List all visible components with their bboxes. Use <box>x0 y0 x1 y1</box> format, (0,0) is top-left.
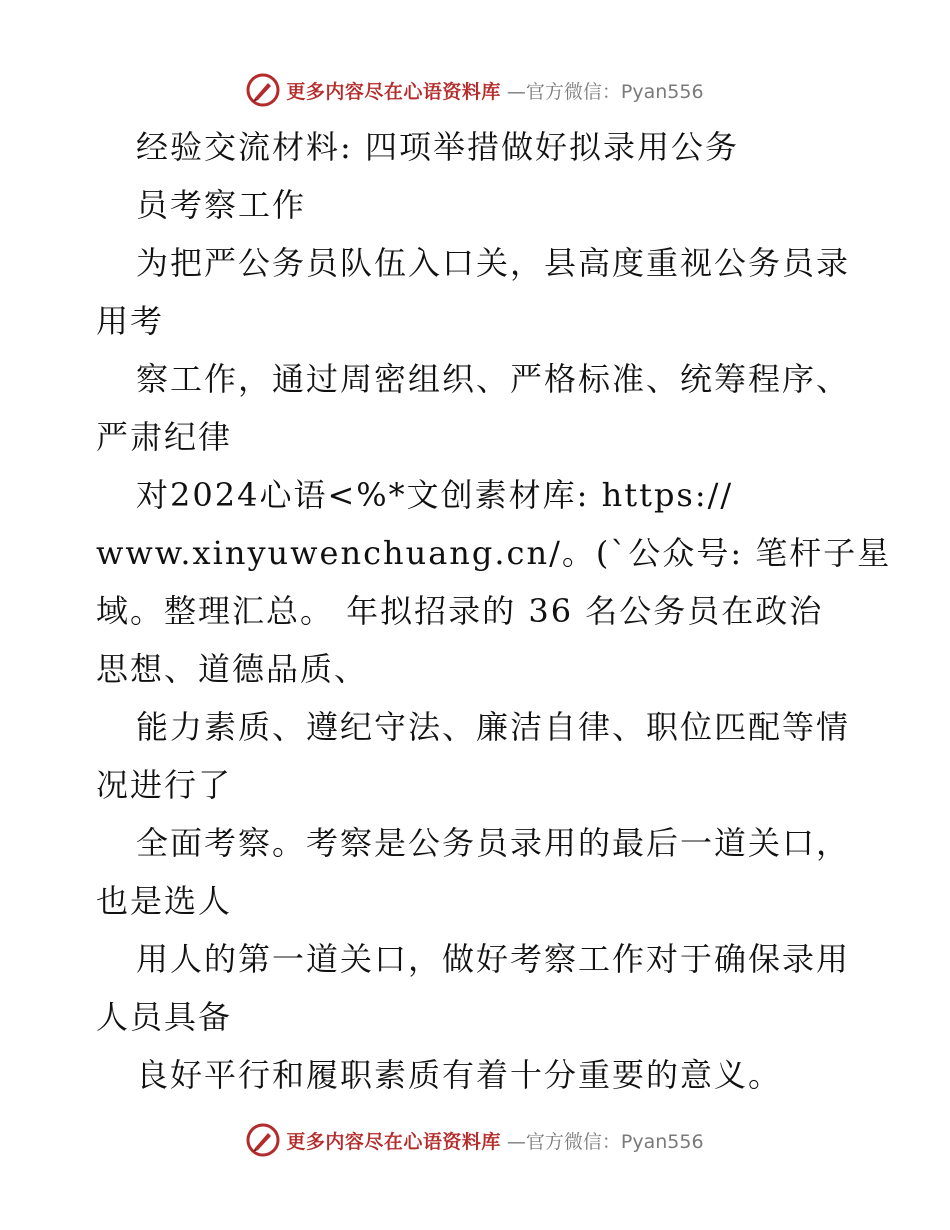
body-line: 也是选人 <box>96 882 233 920</box>
body-line: 经验交流材料: 四项举措做好拟录用公务 <box>136 128 739 166</box>
body-line: 为把严公务员队伍入口关，县高度重视公务员录 <box>136 244 851 282</box>
body-line: 思想、道德品质、 <box>96 650 369 688</box>
body-line: 良好平行和履职素质有着十分重要的意义。 <box>136 1056 783 1094</box>
footer-banner-text: 更多内容尽在心语资料库 <box>286 1130 501 1153</box>
body-line: 察工作，通过周密组织、严格标准、统筹程序、 <box>136 360 851 398</box>
pen-logo-icon <box>246 73 280 107</box>
pen-logo-icon <box>246 1123 280 1157</box>
header-watermark <box>0 70 950 110</box>
document-body <box>96 118 892 1104</box>
body-line: 况进行了 <box>96 766 233 804</box>
body-line: 域。整理汇总。 年拟招录的 36 名公务员在政治 <box>96 592 824 630</box>
body-line: 人员具备 <box>96 998 233 1036</box>
header-banner-text: 更多内容尽在心语资料库 <box>286 80 501 103</box>
header-wechat-text: —官方微信：Pyan556 <box>506 80 704 103</box>
body-line: 用人的第一道关口，做好考察工作对于确保录用 <box>136 940 851 978</box>
body-line: 严肃纪律 <box>96 418 233 456</box>
body-line: 全面考察。考察是公务员录用的最后一道关口， <box>136 824 851 862</box>
body-line: 对2024心语<%*文创素材库: https:// <box>136 476 734 514</box>
body-line: 用考 <box>96 302 165 340</box>
body-line: www.xinyuwenchuang.cn/。(`公众号: 笔杆子星 <box>96 534 892 572</box>
footer-watermark <box>0 1120 950 1160</box>
footer-wechat-text: —官方微信：Pyan556 <box>506 1130 704 1153</box>
body-line: 员考察工作 <box>136 186 307 224</box>
body-line: 能力素质、遵纪守法、廉洁自律、职位匹配等情 <box>136 708 851 746</box>
